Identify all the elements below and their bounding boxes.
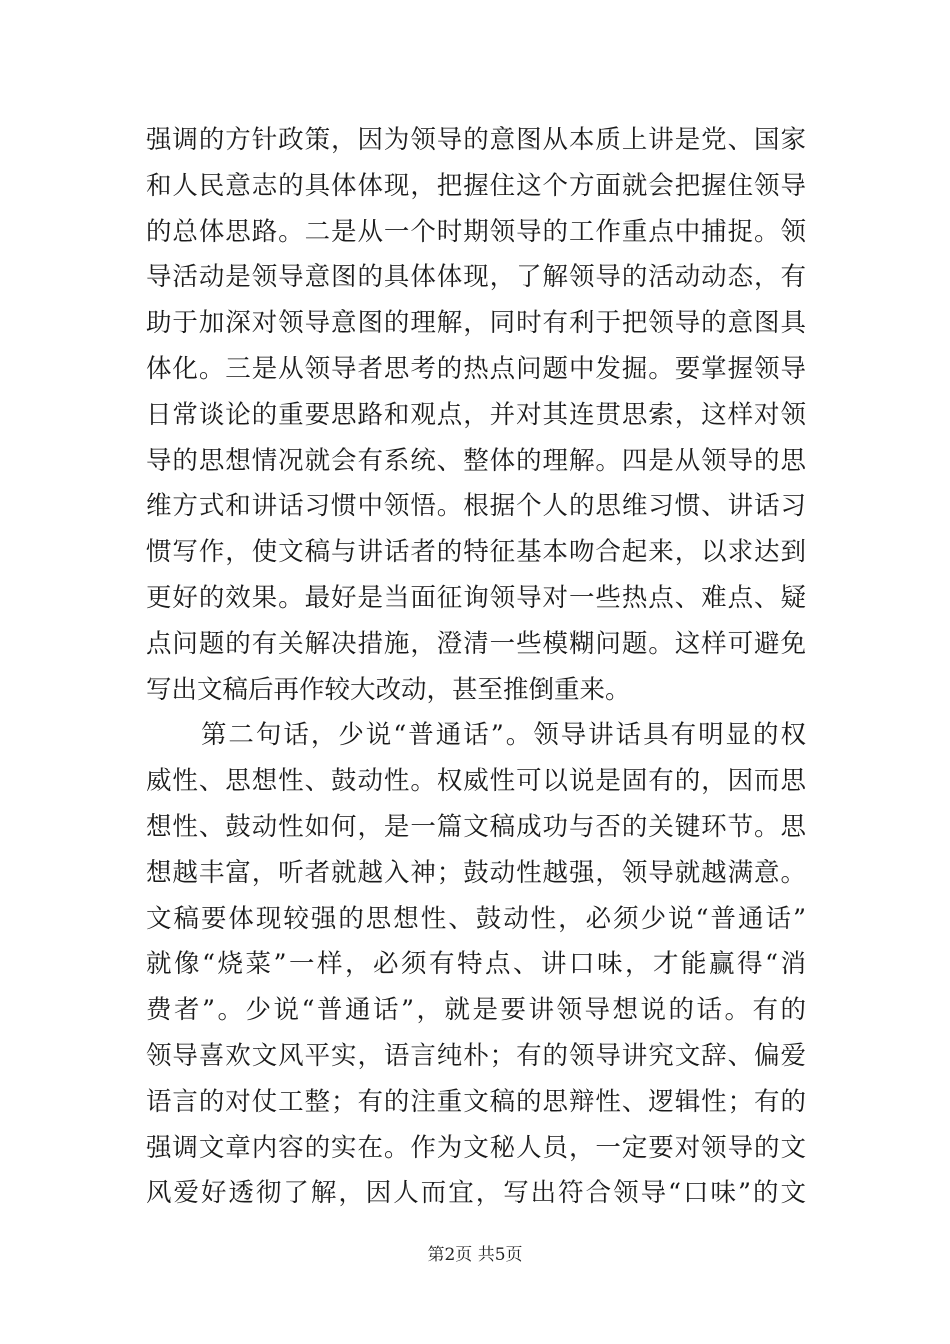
text-line-3: 的总体思路。二是从一个时期领导的工作重点中捕捉。领 — [146, 216, 806, 247]
text-line-7: 日常谈论的重要思路和观点，并对其连贯思索，这样对领 — [146, 399, 806, 430]
text-line-20: 费者”。少说“普通话”，就是要讲领导想说的话。有的 — [146, 995, 806, 1026]
body-text — [146, 118, 806, 1217]
text-line-22: 语言的对仗工整；有的注重文稿的思辩性、逻辑性；有的 — [146, 1086, 806, 1117]
text-line-24: 风爱好透彻了解，因人而宜，写出符合领导“口味”的文 — [146, 1178, 806, 1209]
page-footer: 第2页 共5页 — [427, 1245, 523, 1265]
text-line-23: 强调文章内容的实在。作为文秘人员，一定要对领导的文 — [146, 1132, 806, 1163]
text-line-14: 第二句话，少说“普通话”。领导讲话具有明显的权 — [146, 720, 806, 751]
text-line-1: 强调的方针政策，因为领导的意图从本质上讲是党、国家 — [146, 125, 806, 155]
text-line-11: 更好的效果。最好是当面征询领导对一些热点、难点、疑 — [146, 582, 806, 613]
text-line-18: 文稿要体现较强的思想性、鼓动性，必须少说“普通话” — [146, 903, 806, 934]
text-line-4: 导活动是领导意图的具体体现，了解领导的活动动态，有 — [146, 262, 806, 293]
text-line-21: 领导喜欢文风平实，语言纯朴；有的领导讲究文辞、偏爱 — [146, 1040, 806, 1071]
text-line-13: 写出文稿后再作较大改动，甚至推倒重来。 — [146, 674, 631, 705]
text-line-5: 助于加深对领导意图的理解，同时有利于把领导的意图具 — [146, 308, 806, 339]
text-line-17: 想越丰富，听者就越入神；鼓动性越强，领导就越满意。 — [146, 857, 806, 888]
text-line-10: 惯写作，使文稿与讲话者的特征基本吻合起来，以求达到 — [146, 537, 806, 568]
text-line-19: 就像“烧菜”一样，必须有特点、讲口味，才能赢得“消 — [146, 949, 806, 980]
text-line-2: 和人民意志的具体体现，把握住这个方面就会把握住领导 — [146, 170, 806, 201]
text-line-12: 点问题的有关解决措施，澄清一些模糊问题。这样可避免 — [146, 628, 806, 659]
text-line-6: 体化。三是从领导者思考的热点问题中发掘。要掌握领导 — [146, 353, 806, 384]
text-line-16: 想性、鼓动性如何，是一篇文稿成功与否的关键环节。思 — [146, 811, 806, 842]
text-line-8: 导的思想情况就会有系统、整体的理解。四是从领导的思 — [146, 445, 806, 476]
text-line-15: 威性、思想性、鼓动性。权威性可以说是固有的，因而思 — [146, 766, 806, 797]
text-line-9: 维方式和讲话习惯中领悟。根据个人的思维习惯、讲话习 — [146, 491, 806, 522]
